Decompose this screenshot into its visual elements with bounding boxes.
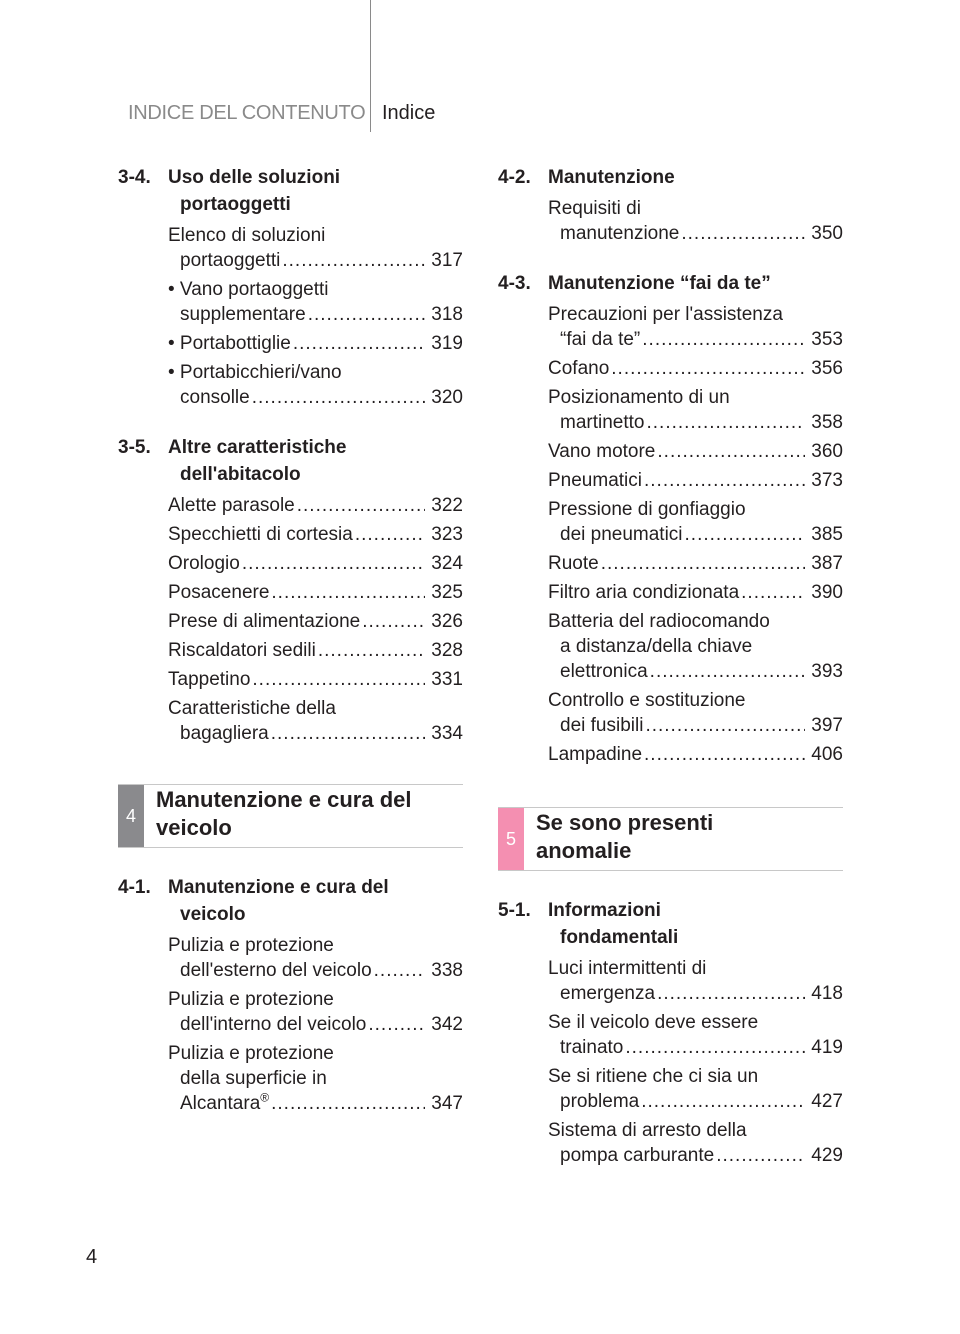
chapter-title-line: veicolo [156, 815, 232, 840]
entry-text: a distanza/della chiave [560, 636, 753, 657]
toc-entry[interactable] [548, 439, 843, 464]
chapter-title-line: Manutenzione e cura del [156, 787, 412, 812]
chapter-title [536, 809, 713, 865]
section-number: 5-1. [498, 900, 531, 921]
section-title-line: Manutenzione e cura del [168, 877, 389, 898]
entry-page: 397 [811, 715, 843, 736]
dot-leader [645, 713, 805, 738]
entry-text: Riscaldatori sedili [168, 640, 316, 661]
entry-text: della superficie in [180, 1068, 327, 1089]
entry-text: Alette parasole [168, 495, 295, 516]
dot-leader [657, 439, 805, 464]
entry-page: 418 [811, 983, 843, 1004]
chapter-5-banner[interactable] [498, 807, 843, 871]
entry-text: consolle [180, 387, 250, 408]
entry-text: Lampadine [548, 744, 643, 765]
entry-text: “fai da te” [560, 329, 641, 350]
entry-page: 319 [431, 333, 463, 354]
toc-entry[interactable] [168, 987, 463, 1037]
entry-text: portaoggetti [180, 250, 281, 271]
dot-leader [681, 221, 805, 246]
entry-text: manutenzione [560, 223, 680, 244]
entry-text: elettronica [560, 661, 648, 682]
entry-page: 322 [431, 495, 463, 516]
toc-entry[interactable] [168, 331, 463, 356]
entry-text: martinetto [560, 412, 645, 433]
entry-text: Filtro aria condizionata [548, 582, 740, 603]
section-title-line: portaoggetti [180, 194, 291, 215]
toc-entry[interactable] [548, 609, 843, 684]
section-title-line: fondamentali [560, 927, 679, 948]
entry-text: Pulizia e protezione [168, 989, 334, 1010]
header-contents-label[interactable]: INDICE DEL CONTENUTO [128, 102, 366, 124]
section-number: 4-1. [118, 877, 151, 898]
toc-entry[interactable] [548, 580, 843, 605]
dot-leader [293, 331, 425, 356]
toc-entry[interactable] [168, 551, 463, 576]
toc-entry[interactable] [168, 493, 463, 518]
entry-page: 419 [811, 1037, 843, 1058]
entry-page: 325 [431, 582, 463, 603]
chapter-tab: 4 [118, 785, 144, 847]
section-number: 4-3. [498, 273, 531, 294]
section-number: 3-4. [118, 167, 151, 188]
entry-page: 334 [431, 723, 463, 744]
entry-text: Requisiti di [548, 198, 641, 219]
toc-entry[interactable] [548, 385, 843, 435]
entry-page: 353 [811, 329, 843, 350]
entry-page: 323 [431, 524, 463, 545]
entry-text: Controllo e sostituzione [548, 690, 746, 711]
entry-page: 390 [811, 582, 843, 603]
chapter-title-line: anomalie [536, 838, 632, 863]
toc-entry[interactable] [548, 468, 843, 493]
entry-text: Elenco di soluzioni [168, 225, 326, 246]
chapter-4-banner[interactable] [118, 784, 463, 848]
toc-entry[interactable] [168, 580, 463, 605]
section-heading-4-1 [118, 874, 463, 928]
section-heading-3-4 [118, 164, 463, 218]
dot-leader [318, 638, 425, 663]
entry-page: 342 [431, 1014, 463, 1035]
chapter-tab: 5 [498, 808, 524, 870]
toc-entry[interactable] [548, 742, 843, 767]
entry-page: 387 [811, 553, 843, 574]
dot-leader [308, 302, 426, 327]
section-entries-4-3 [498, 302, 843, 767]
toc-entry[interactable] [548, 956, 843, 1006]
section-entries-4-2 [498, 196, 843, 246]
entry-page: 427 [811, 1091, 843, 1112]
entry-text: Pulizia e protezione [168, 1043, 334, 1064]
section-heading-4-3 [498, 270, 843, 297]
entry-page: 358 [811, 412, 843, 433]
entry-page: 320 [431, 387, 463, 408]
dot-leader [657, 981, 805, 1006]
section-number: 4-2. [498, 167, 531, 188]
section-title-line: Altre caratteristiche [168, 437, 347, 458]
dot-leader [271, 580, 425, 605]
section-entries-3-5 [118, 493, 463, 746]
entry-page: 347 [431, 1093, 463, 1114]
section-title-line: Manutenzione [548, 167, 675, 188]
dot-leader [625, 1035, 805, 1060]
section-heading-4-2 [498, 164, 843, 191]
entry-text: Cofano [548, 358, 610, 379]
dot-leader [374, 958, 426, 983]
dot-leader [362, 609, 425, 634]
left-column [118, 164, 463, 1120]
dot-leader [716, 1143, 805, 1168]
entry-page: 350 [811, 223, 843, 244]
entry-text: dei pneumatici [560, 524, 683, 545]
section-heading-3-5 [118, 434, 463, 488]
entry-text: Pulizia e protezione [168, 935, 334, 956]
toc-entry[interactable] [548, 1064, 843, 1114]
page-header [0, 0, 960, 140]
toc-entry[interactable] [168, 609, 463, 634]
entry-page: 326 [431, 611, 463, 632]
entry-text: supplementare [180, 304, 306, 325]
toc-entry[interactable] [548, 196, 843, 246]
toc-entry[interactable] [168, 933, 463, 983]
entry-text: pompa carburante [560, 1145, 715, 1166]
entry-text: Tappetino [168, 669, 251, 690]
header-index-label[interactable]: Indice [382, 102, 436, 124]
entry-text: dell'esterno del veicolo [180, 960, 372, 981]
dot-leader [646, 410, 805, 435]
entry-text: Pressione di gonfiaggio [548, 499, 746, 520]
dot-leader [741, 580, 805, 605]
entry-text: Pneumatici [548, 470, 642, 491]
entry-text: problema [560, 1091, 640, 1112]
page-number: 4 [86, 1246, 98, 1268]
toc-entry[interactable] [548, 688, 843, 738]
registered-mark: ® [260, 1090, 270, 1105]
toc-entry[interactable] [168, 696, 463, 746]
entry-text: emergenza [560, 983, 656, 1004]
dot-leader [685, 522, 806, 547]
entry-text: Posizionamento di un [548, 387, 730, 408]
dot-leader [271, 721, 426, 746]
toc-entry[interactable] [168, 522, 463, 547]
entry-text: dell'interno del veicolo [180, 1014, 367, 1035]
entry-page: 406 [811, 744, 843, 765]
dot-leader [601, 551, 806, 576]
toc-entry[interactable] [548, 1010, 843, 1060]
toc-entry[interactable] [548, 551, 843, 576]
dot-leader [368, 1012, 425, 1037]
toc-entry[interactable] [168, 277, 463, 327]
dot-leader [644, 742, 805, 767]
entry-page: 356 [811, 358, 843, 379]
chapter-title-line: Se sono presenti [536, 810, 714, 835]
toc-entry[interactable] [548, 497, 843, 547]
entry-page: 393 [811, 661, 843, 682]
section-number: 3-5. [118, 437, 151, 458]
dot-leader [355, 522, 425, 547]
entry-text: Sistema di arresto della [548, 1120, 747, 1141]
entry-page: 331 [431, 669, 463, 690]
dot-leader [297, 493, 426, 518]
entry-text: Luci intermittenti di [548, 958, 707, 979]
entry-page: 338 [431, 960, 463, 981]
header-divider [370, 0, 371, 132]
entry-text: Caratteristiche della [168, 698, 336, 719]
dot-leader [252, 385, 426, 410]
section-entries-4-1 [118, 933, 463, 1116]
section-title-line: Informazioni [548, 900, 661, 921]
dot-leader [650, 659, 806, 684]
section-title-line: Uso delle soluzioni [168, 167, 341, 188]
toc-entry[interactable] [548, 356, 843, 381]
section-heading-5-1 [498, 897, 843, 951]
entry-text: Prese di alimentazione [168, 611, 361, 632]
toc-entry[interactable] [168, 638, 463, 663]
toc-entry[interactable] [548, 1118, 843, 1168]
right-column [498, 164, 843, 1172]
entry-text: dei fusibili [560, 715, 644, 736]
section-entries-3-4 [118, 223, 463, 410]
entry-text: • Portabottiglie [168, 333, 291, 354]
entry-page: 324 [431, 553, 463, 574]
entry-text: Precauzioni per l'assistenza [548, 304, 783, 325]
toc-entry[interactable] [168, 1041, 463, 1116]
entry-page: 318 [431, 304, 463, 325]
dot-leader [282, 248, 425, 273]
entry-text: Specchietti di cortesia [168, 524, 353, 545]
dot-leader [271, 1091, 425, 1116]
entry-page: 429 [811, 1145, 843, 1166]
entry-text: Vano motore [548, 441, 656, 462]
chapter-title [156, 786, 412, 842]
entry-text: • Vano portaoggetti [168, 279, 329, 300]
toc-entry[interactable] [168, 667, 463, 692]
toc-entry[interactable] [168, 223, 463, 273]
section-title-line: dell'abitacolo [180, 464, 301, 485]
entry-text: Ruote [548, 553, 599, 574]
section-title-line: veicolo [180, 904, 246, 925]
entry-text: Alcantara [180, 1093, 261, 1114]
toc-entry[interactable] [548, 302, 843, 352]
dot-leader [252, 667, 425, 692]
entry-text: Se si ritiene che ci sia un [548, 1066, 759, 1087]
entry-text: bagagliera [180, 723, 269, 744]
entry-page: 385 [811, 524, 843, 545]
entry-text: • Portabicchieri/vano [168, 362, 342, 383]
entry-text: Se il veicolo deve essere [548, 1012, 759, 1033]
entry-text: Batteria del radiocomando [548, 611, 770, 632]
toc-entry[interactable] [168, 360, 463, 410]
dot-leader [242, 551, 425, 576]
entry-text: Posacenere [168, 582, 270, 603]
entry-page: 317 [431, 250, 463, 271]
section-title-line: Manutenzione “fai da te” [548, 273, 771, 294]
entry-page: 328 [431, 640, 463, 661]
dot-leader [641, 1089, 805, 1114]
dot-leader [642, 327, 805, 352]
section-entries-5-1 [498, 956, 843, 1168]
entry-text: trainato [560, 1037, 624, 1058]
dot-leader [611, 356, 805, 381]
entry-page: 373 [811, 470, 843, 491]
entry-page: 360 [811, 441, 843, 462]
dot-leader [644, 468, 805, 493]
entry-text: Orologio [168, 553, 240, 574]
